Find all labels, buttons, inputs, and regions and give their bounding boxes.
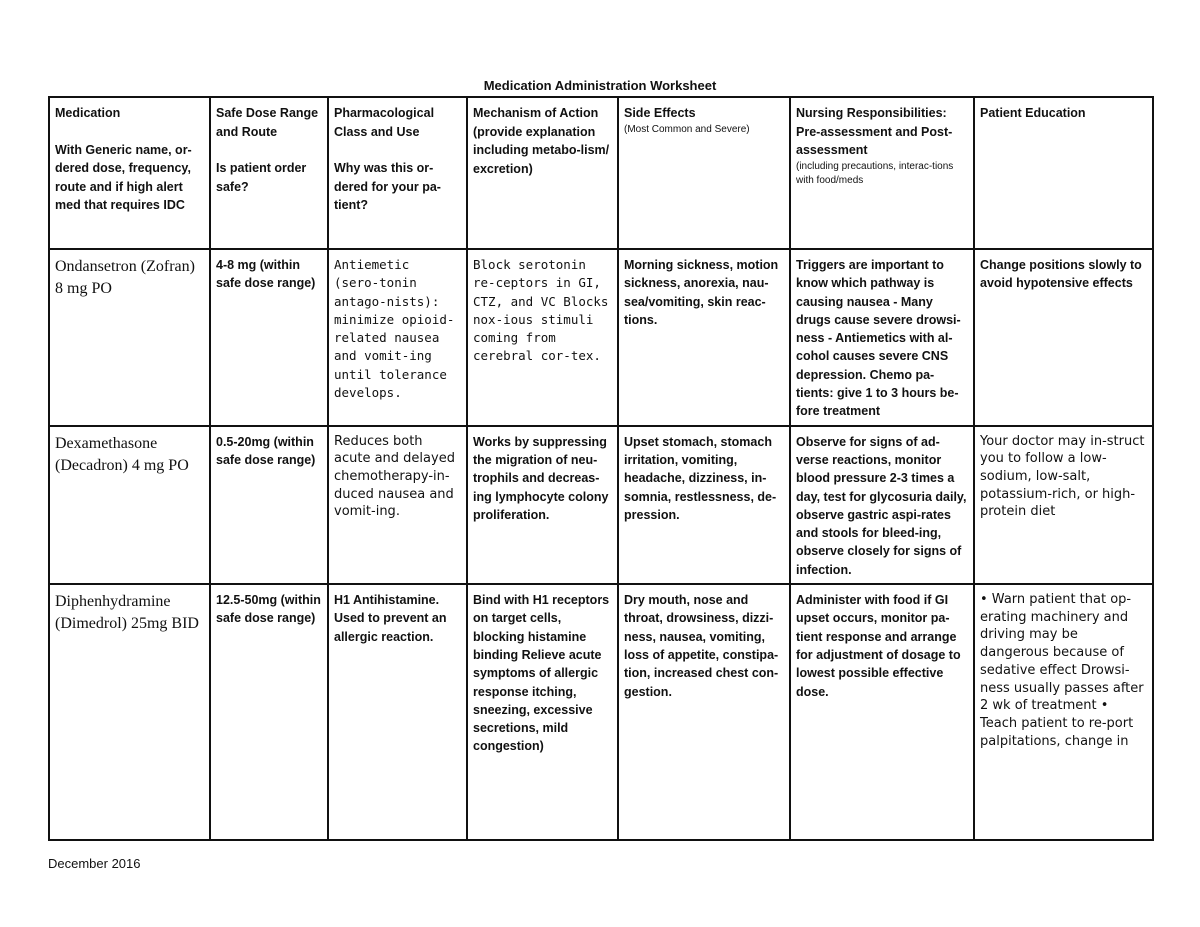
footer-date: December 2016 (48, 856, 141, 871)
cell-medication: Ondansetron (Zofran) 8 mg PO (49, 249, 210, 426)
header-education (974, 97, 1153, 249)
header-safe-dose (210, 97, 328, 249)
header-nursing (790, 97, 974, 249)
header-class-use-sub: Why was this or-dered for your pa-tient? (334, 161, 441, 212)
cell-education: Change positions slowly to avoid hypotensive effects (974, 249, 1153, 426)
header-side-effects (618, 97, 790, 249)
worksheet-title: Medication Administration Worksheet (483, 78, 717, 93)
cell-class-use: Reduces both acute and delayed chemotherapy-in-duced nausea and vomit-ing. (328, 426, 467, 584)
cell-mechanism: Bind with H1 receptors on target cells, blocking histamine binding Relieve acute symptoms of allergic response itching, sneezing, excessive secretions, mild congestion) (467, 584, 618, 840)
cell-medication: Diphenhydramine (Dimedrol) 25mg BID (49, 584, 210, 840)
cell-nursing: Triggers are important to know which pathway is causing nausea - Many drugs cause severe drowsi-ness - Antiemetics with al-cohol causes severe CNS depression. Chemo pa-tients: give 1 to 3 hours be-fore treatment (790, 249, 974, 426)
header-medication (49, 97, 210, 249)
header-mechanism (467, 97, 618, 249)
header-class-use-label: Pharmacological Class and Use (334, 106, 435, 139)
header-medication-label: Medication (55, 106, 121, 120)
cell-dose: 0.5-20mg (within safe dose range) (210, 426, 328, 584)
table-row (49, 426, 1153, 584)
cell-education: • Warn patient that op-erating machinery and driving may be dangerous because of sedative effect Drowsi-ness usually passes after 2 wk of treatment • Teach patient to re-port palpitations, change in (974, 584, 1153, 840)
table-row (49, 249, 1153, 426)
cell-side-effects: Morning sickness, motion sickness, anorexia, nau-sea/vomiting, skin reac-tions. (618, 249, 790, 426)
header-education-label: Patient Education (980, 106, 1086, 120)
cell-nursing: Administer with food if GI upset occurs, monitor pa-tient response and arrange for adjustment of dosage to lowest possible effective dose. (790, 584, 974, 840)
header-nursing-label: Nursing Responsibilities: Pre-assessment and Post-assessment (796, 106, 953, 157)
header-row (49, 97, 1153, 249)
cell-dose: 4-8 mg (within safe dose range) (210, 249, 328, 426)
cell-mechanism: Block serotonin re-ceptors in GI, CTZ, and VC Blocks nox-ious stimuli coming from cerebral cor-tex. (467, 249, 618, 426)
cell-side-effects: Dry mouth, nose and throat, drowsiness, dizzi-ness, nausea, vomiting, loss of appetite, constipa-tion, increased chest con-gestion. (618, 584, 790, 840)
cell-dose: 12.5-50mg (within safe dose range) (210, 584, 328, 840)
cell-education: Your doctor may in-struct you to follow a low-sodium, low-salt, potassium-rich, or high-protein diet (974, 426, 1153, 584)
header-nursing-note: (including precautions, interac-tions with food/meds (796, 160, 954, 186)
cell-side-effects: Upset stomach, stomach irritation, vomiting, headache, dizziness, in-somnia, restlessness, de-pression. (618, 426, 790, 584)
header-mechanism-label: Mechanism of Action (provide explanation including metabo-lism/ excretion) (473, 106, 610, 176)
cell-nursing: Observe for signs of ad-verse reactions, monitor blood pressure 2-3 times a day, test for glycosuria daily, observe gastric aspi-rates and stools for bleed-ing, observe closely for signs of infection. (790, 426, 974, 584)
header-medication-sub: With Generic name, or-dered dose, frequency, route and if high alert med that requires IDC (55, 142, 192, 212)
medication-table (48, 96, 1154, 841)
header-class-use (328, 97, 467, 249)
header-side-effects-note: (Most Common and Severe) (624, 123, 750, 135)
cell-medication: Dexamethasone (Decadron) 4 mg PO (49, 426, 210, 584)
table-row (49, 584, 1153, 840)
cell-class-use: H1 Antihistamine. Used to prevent an allergic reaction. (328, 584, 467, 840)
header-side-effects-label: Side Effects (624, 106, 696, 120)
header-safe-dose-label: Safe Dose Range and Route (216, 106, 319, 139)
cell-class-use: Antiemetic (sero-tonin antago-nists): minimize opioid-related nausea and vomit-ing until tolerance develops. (328, 249, 467, 426)
cell-mechanism: Works by suppressing the migration of neu-trophils and decreas-ing lymphocyte colony proliferation. (467, 426, 618, 584)
header-safe-dose-sub: Is patient order safe? (216, 161, 307, 194)
